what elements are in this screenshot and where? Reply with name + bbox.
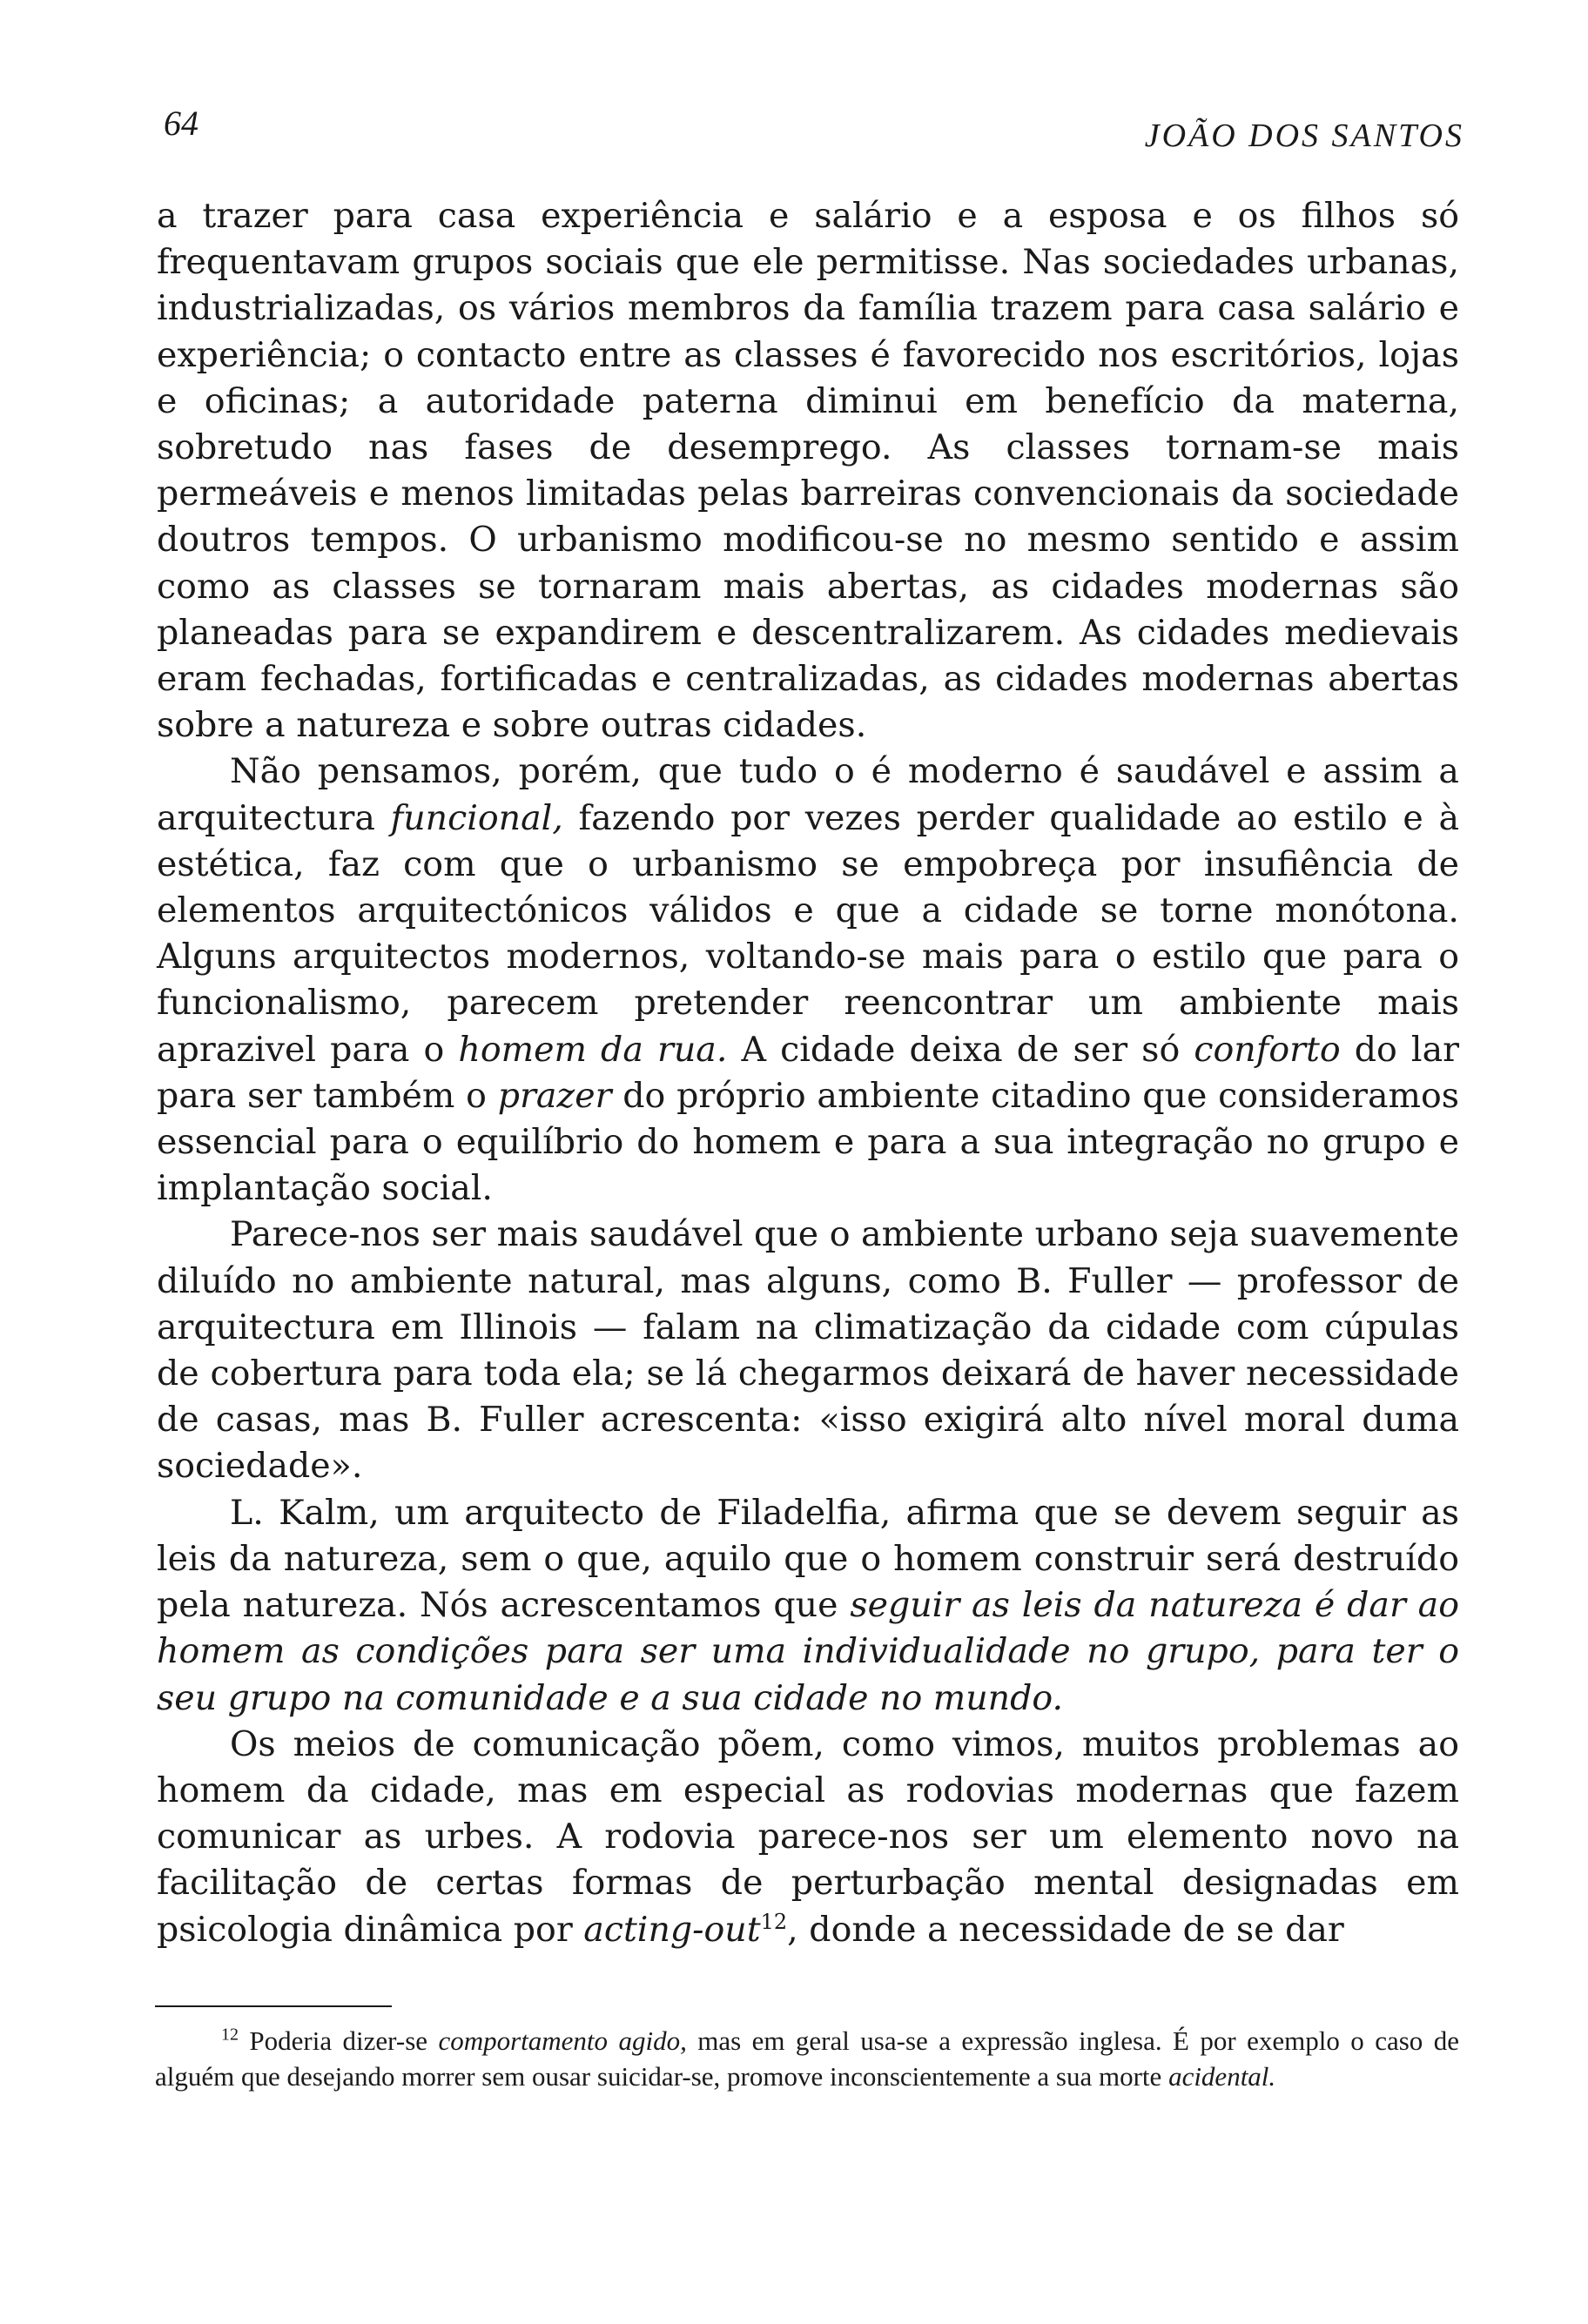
p2-italic-homem-da-rua: homem da rua. bbox=[458, 1029, 728, 1070]
p2-text-a: Não pensamos, porém, que tudo o é moderno é saudável e assim a arquitectura bbox=[157, 751, 1459, 838]
footnote-italic-acidental: acidental. bbox=[1168, 2061, 1276, 2092]
footnote-reference[interactable]: 12 bbox=[760, 1909, 788, 1934]
p2-italic-funcional: funcional, bbox=[390, 797, 563, 838]
p2-italic-prazer: prazer bbox=[497, 1075, 612, 1116]
footnote bbox=[155, 2023, 1459, 2094]
footnote-text-c: mas em geral usa-se a expressão inglesa. É por exemplo o caso de alguém que desejando morrer sem ousar suicidar-se, promove inconscientemente a sua morte bbox=[155, 2025, 1459, 2092]
page-header bbox=[164, 103, 1464, 155]
paragraph-1: a trazer para casa experiência e salário e a esposa e os filhos só frequentavam grupos sociais que ele permitisse. Nas sociedades urbanas, industrializadas, os vários membros da família trazem para casa salário e experiência; o contacto entre as classes é favorecido nos escritórios, lojas e oficinas; a autoridade paterna diminui em benefício da materna, sobretudo nas fases de desemprego. As classes tornam-se mais permeáveis e menos limitadas pelas barreiras convencionais da sociedade doutros tempos. O urbanismo modificou-se no mesmo sentido e assim como as classes se tornaram mais abertas, as cidades modernas são planeadas para se expandirem e descentralizarem. As cidades medievais eram fechadas, fortificadas e centralizadas, as cidades modernas abertas sobre a natureza e sobre outras cidades. bbox=[157, 196, 1459, 746]
p5-text-c: , donde a necessidade de se dar bbox=[787, 1909, 1344, 1950]
footnote-divider bbox=[155, 2005, 392, 2007]
footnote-text-a: Poderia dizer-se bbox=[239, 2025, 439, 2056]
p2-text-c: fazendo por vezes perder qualidade ao estilo e à estética, faz com que o urbanismo se empobreça por insufiência de elementos arquitectónicos válidos e que a cidade se torne monótona. Alguns arquitectos modernos, voltando-se mais para o estilo que para o funcionalismo, parecem pretender reencontrar um ambiente mais aprazivel para o bbox=[157, 797, 1459, 1070]
paragraph-5 bbox=[157, 1722, 1459, 1953]
footnote-12 bbox=[155, 2023, 1459, 2094]
p2-text-g: do lar para ser também o bbox=[157, 1029, 1459, 1116]
body-text bbox=[157, 193, 1459, 1953]
p2-text-i: do próprio ambiente citadino que consideramos essencial para o equilíbrio do homem e para a sua integração no grupo e implantação social. bbox=[157, 1075, 1460, 1209]
p2-italic-conforto: conforto bbox=[1194, 1029, 1341, 1070]
p5-text-a: Os meios de comunicação põem, como vimos, muitos problemas ao homem da cidade, mas em especial as rodovias modernas que fazem comunicar as urbes. A rodovia parece-nos ser um elemento novo na facilitação de certas formas de perturbação mental designadas em psicologia dinâmica por bbox=[157, 1723, 1459, 1950]
paragraph-4 bbox=[157, 1490, 1459, 1722]
paragraph-3: Parece-nos ser mais saudável que o ambiente urbano seja suavemente diluído no ambiente natural, mas alguns, como B. Fuller — professor de arquitectura em Illinois — falam na climatização da cidade com cúpulas de cobertura para toda ela; se lá chegarmos deixará de haver necessidade de casas, mas B. Fuller acrescenta: «isso exigirá alto nível moral duma sociedade». bbox=[157, 1214, 1459, 1487]
p4-text-a: L. Kalm, um arquitecto de Filadelfia, afirma que se devem seguir as leis da natureza, sem o que, aquilo que o homem construir será destruído pela natureza. Nós acrescentamos que bbox=[157, 1492, 1459, 1626]
p2-text-e: A cidade deixa de ser só bbox=[727, 1029, 1194, 1070]
running-head: JOÃO DOS SANTOS bbox=[1144, 118, 1464, 154]
footnote-mark: 12 bbox=[221, 2025, 239, 2045]
footnote-italic-comportamento-agido: comportamento agido, bbox=[438, 2025, 687, 2056]
paragraph-2 bbox=[157, 749, 1459, 1212]
p5-italic-acting-out: acting-out bbox=[583, 1909, 761, 1950]
p4-italic-quote: seguir as leis da natureza é dar ao homem as condições para ser uma individualidade no grupo, para ter o seu grupo na comunidade e a sua cidade no mundo. bbox=[157, 1585, 1459, 1718]
page-number: 64 bbox=[164, 104, 198, 143]
